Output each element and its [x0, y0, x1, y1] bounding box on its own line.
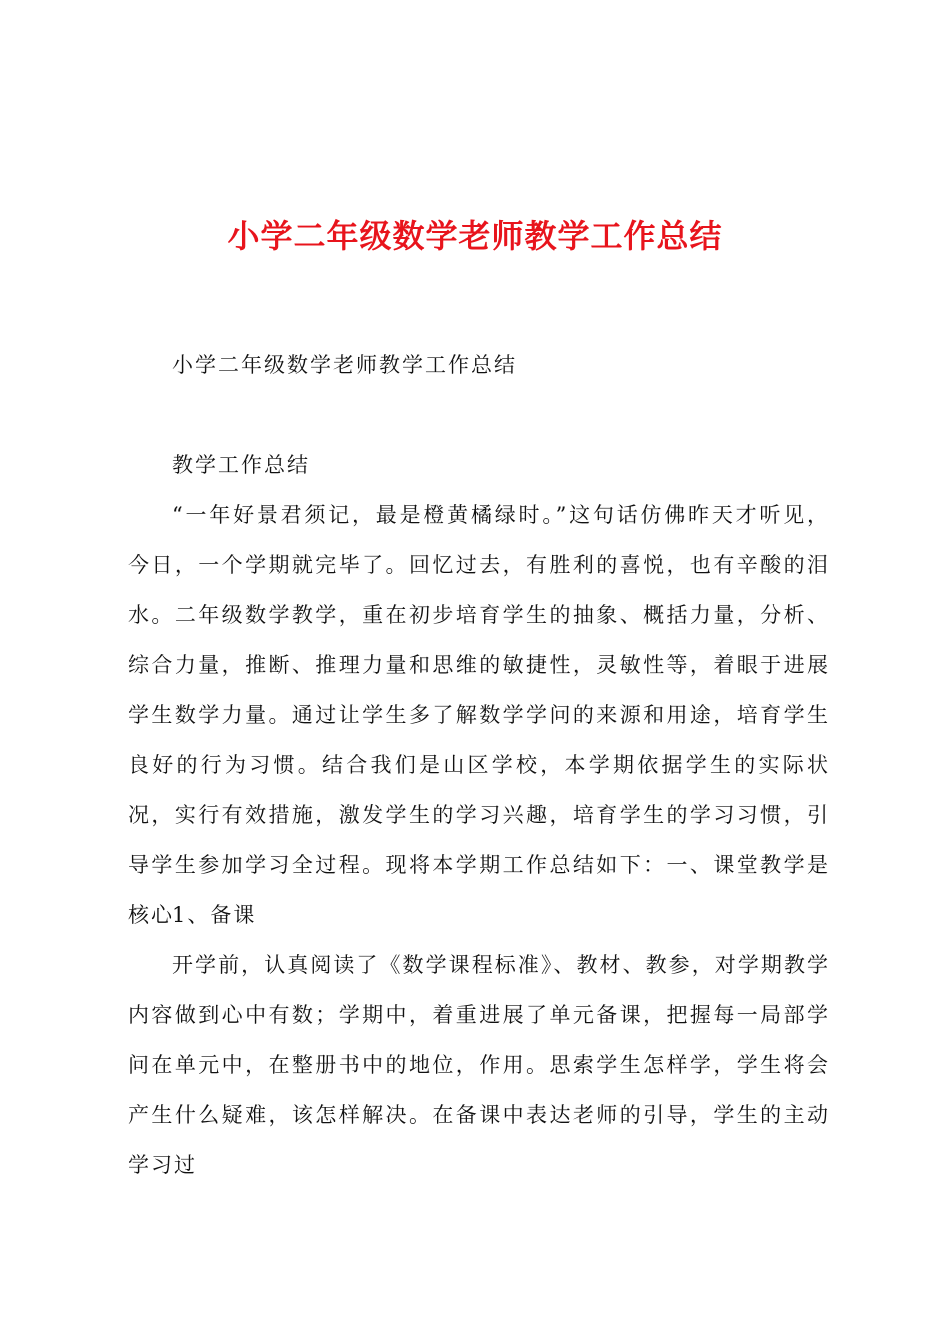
document-title: 小学二年级数学老师教学工作总结	[227, 217, 723, 255]
document-subtitle: 小学二年级数学老师教学工作总结	[172, 353, 517, 377]
intro-paragraph: “一年好景君须记，最是橙黄橘绿时。”这句话仿佛昨天才听见，今日，一个学期就完毕了。回忆过去，有胜利的喜悦，也有辛酸的泪水。二年级数学教学，重在初步培育学生的抽象、概括力量，分析、综合力量，推断、推理力量和思维的敏捷性，灵敏性等，着眼于进展学生数学力量。通过让学生多了解数学学问的来源和用途，培育学生良好的行为习惯。结合我们是山区学校，本学期依据学生的实际状况，实行有效措施，激发学生的学习兴趣，培育学生的学习习惯，引导学生参加学习全过程。现将本学期工作总结如下：一、课堂教学是核心	[128, 503, 830, 927]
sub-heading-lesson-prep: 1、备课	[172, 903, 257, 927]
section-heading: 教学工作总结	[172, 453, 310, 477]
lesson-prep-paragraph: 开学前，认真阅读了《数学课程标准》、教材、教参，对学期教学内容做到心中有数；学期中，着重进展了单元备课，把握每一局部学问在单元中，在整册书中的地位，作用。思索学生怎样学，学生将会产生什么疑难，该怎样解决。在备课中表达老师的引导，学生的主动学习过	[128, 953, 830, 1177]
